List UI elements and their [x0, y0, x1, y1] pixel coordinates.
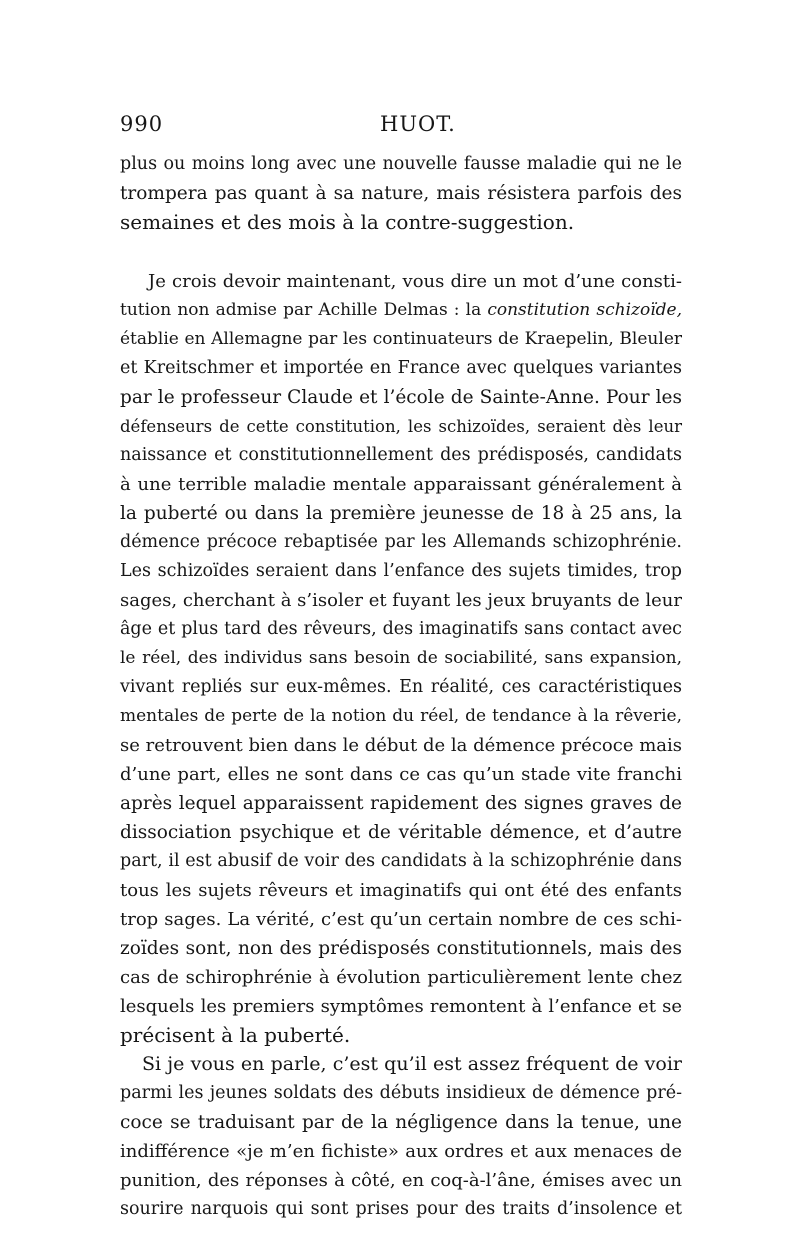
- text-line: Je crois devoir maintenant, vous dire un mot d’une consti-: [148, 271, 682, 292]
- text-line: d’une part, elles ne sont dans ce cas qu’un stade vite franchi: [120, 764, 682, 785]
- text-line: et Kreitschmer et importée en France avec quelques variantes: [120, 358, 682, 378]
- text-line: mentales de perte de la notion du réel, de tendance à la rêverie,: [120, 706, 682, 726]
- text-line: semaines et des mois à la contre-suggestion.: [120, 210, 575, 234]
- text-line: vivant repliés sur eux-mêmes. En réalité, ces caractéristiques: [120, 677, 682, 697]
- text-line: trop sages. La vérité, c’est qu’un certain nombre de ces schi-: [120, 909, 682, 930]
- text-line-with-italic: [120, 296, 682, 325]
- text-line: démence précoce rebaptisée par les Allemands schizophrénie.: [120, 532, 682, 552]
- paragraph-1: [120, 150, 682, 237]
- text-line: établie en Allemagne par les continuateurs de Kraepelin, Bleuler: [120, 329, 682, 349]
- page-number: 990: [120, 112, 164, 136]
- running-head: [120, 112, 680, 142]
- text-line: naissance et constitutionnellement des prédisposés, candidats: [120, 445, 682, 465]
- text-line: par le professeur Claude et l’école de Sainte-Anne. Pour les: [120, 387, 682, 408]
- text-line: zoïdes sont, non des prédisposés constitutionnels, mais des: [120, 938, 682, 959]
- text-line: se retrouvent bien dans le début de la démence précoce mais: [120, 735, 682, 756]
- text-line: dissociation psychique et de véritable démence, et d’autre: [120, 822, 682, 843]
- text-line: coce se traduisant par de la négligence dans la tenue, une: [120, 1112, 682, 1133]
- italic-term: constitution schizoïde,: [487, 300, 682, 320]
- text-line: lesquels les premiers symptômes remontent à l’enfance et se: [120, 996, 682, 1017]
- text-line: indifférence «je m’en fichiste» aux ordres et aux menaces de: [120, 1141, 682, 1162]
- text-line: âge et plus tard des rêveurs, des imaginatifs sans contact avec: [120, 619, 682, 639]
- running-title: HUOT.: [380, 112, 456, 136]
- body-text: [120, 150, 682, 1224]
- text-line: sages, cherchant à s’isoler et fuyant les jeux bruyants de leur: [120, 590, 682, 611]
- text-line: plus ou moins long avec une nouvelle fausse maladie qui ne le: [120, 154, 682, 174]
- text-line: après lequel apparaissent rapidement des signes graves de: [120, 793, 682, 814]
- text-line: à une terrible maladie mentale apparaissant généralement à: [120, 474, 682, 495]
- text-line: trompera pas quant à sa nature, mais résistera parfois des: [120, 183, 682, 204]
- text-line: cas de schirophrénie à évolution particulièrement lente chez: [120, 967, 682, 988]
- text-segment: tution non admise par Achille Delmas : la: [120, 300, 482, 320]
- text-line: tous les sujets rêveurs et imaginatifs qui ont été des enfants: [120, 880, 682, 901]
- text-line: parmi les jeunes soldats des débuts insidieux de démence pré-: [120, 1083, 682, 1103]
- text-line: Les schizoïdes seraient dans l’enfance des sujets timides, trop: [120, 561, 682, 581]
- text-line: punition, des réponses à côté, en coq-à-l’âne, émises avec un: [120, 1170, 682, 1191]
- text-line: défenseurs de cette constitution, les schizoïdes, seraient dès leur: [120, 417, 682, 436]
- text-line: Si je vous en parle, c’est qu’il est assez fréquent de voir: [142, 1053, 682, 1075]
- text-line: part, il est abusif de voir des candidats à la schizophrénie dans: [120, 851, 682, 871]
- text-line: précisent à la puberté.: [120, 1023, 351, 1047]
- text-line: le réel, des individus sans besoin de sociabilité, sans expansion,: [120, 648, 682, 668]
- text-line: sourire narquois qui sont prises pour des traits d’insolence et: [120, 1199, 682, 1219]
- paragraph-3: [120, 1050, 682, 1224]
- paragraph-spacer: [120, 237, 682, 267]
- text-line: la puberté ou dans la première jeunesse de 18 à 25 ans, la: [120, 503, 682, 524]
- paragraph-2: [120, 267, 682, 1050]
